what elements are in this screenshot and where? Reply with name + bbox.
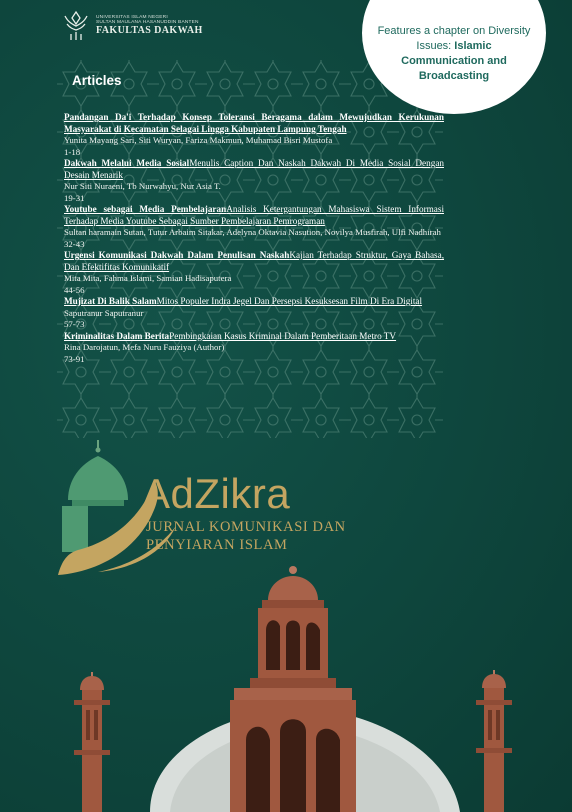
- right-minaret: [476, 670, 512, 812]
- article-item: [64, 296, 444, 331]
- university-name-line1: UNIVERSITAS ISLAM NEGERI: [96, 15, 168, 21]
- article-title-link[interactable]: [64, 296, 444, 308]
- journal-subtitle-line2: PENYIARAN ISLAM: [146, 537, 288, 553]
- article-subtitle: Pembingkaian Kasus Kriminal Dalam Pemberitaan Metro TV: [169, 330, 397, 341]
- article-item: [64, 331, 444, 366]
- article-item: [64, 158, 444, 204]
- articles-heading: Articles: [72, 73, 122, 88]
- faculty-header: [62, 10, 203, 42]
- article-pages: 73-91: [64, 353, 85, 364]
- article-title-link[interactable]: [64, 331, 444, 343]
- article-pages: 44-56: [64, 284, 85, 295]
- article-item: [64, 250, 444, 296]
- article-authors: Nur Siti Nuraeni, Tb Nurwahyu, Nur Asia T.: [64, 181, 221, 191]
- university-name-line2: SULTAN MAULANA HASANUDDIN BANTEN: [96, 20, 199, 26]
- faculty-name: FAKULTAS DAKWAH: [96, 25, 203, 37]
- article-authors: Sultan haramain Sutan, Tutur Arbaim Sitakar, Adelyna Oktavia Nasution, Novilya Musfirah, Ulfi Nadhirah: [64, 227, 441, 237]
- article-authors: Yunita Mayang Sari, Siti Wuryan, Fariza Makmun, Muhamad Bisri Mustofa: [64, 135, 333, 145]
- article-item: [64, 204, 444, 250]
- badge-highlight: Islamic Communication and Broadcasting: [401, 40, 507, 82]
- article-item: [64, 112, 444, 158]
- article-subtitle: Menulis Caption Dan Naskah Dakwah Di Media Sosial Dengan Desain Menarik: [64, 158, 444, 180]
- article-subtitle: Analisis Ketergantungan Mahasiswa Sistem Informasi Terhadap Media Youtube Sebagai Sumber Pembelajaran Pemrograman: [64, 204, 444, 226]
- article-pages: 32-43: [64, 238, 85, 249]
- article-title: Mujizat Di Balik Salam: [64, 296, 157, 306]
- article-title-link[interactable]: [64, 204, 444, 227]
- article-title-link[interactable]: [64, 250, 444, 273]
- article-title: Pandangan Da'i Terhadap Konsep Toleransi Beragama dalam Mewujudkan Kerukunan Masyarakat di Kecamatan Selagai Lingga Kabupaten Lampung Tengah: [64, 112, 444, 134]
- left-minaret: [74, 672, 110, 812]
- mosque-illustration: [0, 560, 572, 812]
- article-pages: 1-18: [64, 146, 81, 157]
- article-authors: Rina Darojatun, Mefa Nuru Fauziya (Author): [64, 342, 225, 352]
- article-authors: Mita Mita, Fahma Islami, Samian Hadisaputera: [64, 273, 232, 283]
- article-title: Urgensi Komunikasi Dakwah Dalam Penulisan Naskah: [64, 250, 290, 260]
- journal-subtitle-line1: JURNAL KOMUNIKASI DAN: [146, 519, 346, 535]
- article-subtitle: Mitos Populer Indra Jegel Dan Persepsi Kesuksesan Film Di Era Digital: [156, 296, 423, 306]
- article-title: Dakwah Melalui Media Sosial: [64, 158, 190, 168]
- article-title-link[interactable]: [64, 158, 444, 181]
- feature-badge-text: [376, 24, 532, 84]
- article-title: Youtube sebagai Media Pembelajaran: [64, 204, 227, 214]
- article-pages: 19-31: [64, 192, 85, 203]
- badge-prefix: Features a chapter on Diversity Issues:: [377, 25, 531, 52]
- article-pages: 57-73: [64, 319, 85, 329]
- article-authors: Saputranur Saputranur: [64, 307, 144, 318]
- article-title: Kriminalitas Dalam Berita: [64, 330, 170, 341]
- university-logo-icon: [62, 10, 90, 42]
- article-title-link[interactable]: [64, 112, 444, 135]
- central-tower: [230, 566, 356, 812]
- journal-brand-name: AdZikra: [142, 470, 291, 517]
- article-subtitle: Kajian Terhadap Struktur, Gaya Bahasa, Dan Efektifitas Komunikatif: [64, 250, 444, 272]
- article-list: [64, 112, 444, 365]
